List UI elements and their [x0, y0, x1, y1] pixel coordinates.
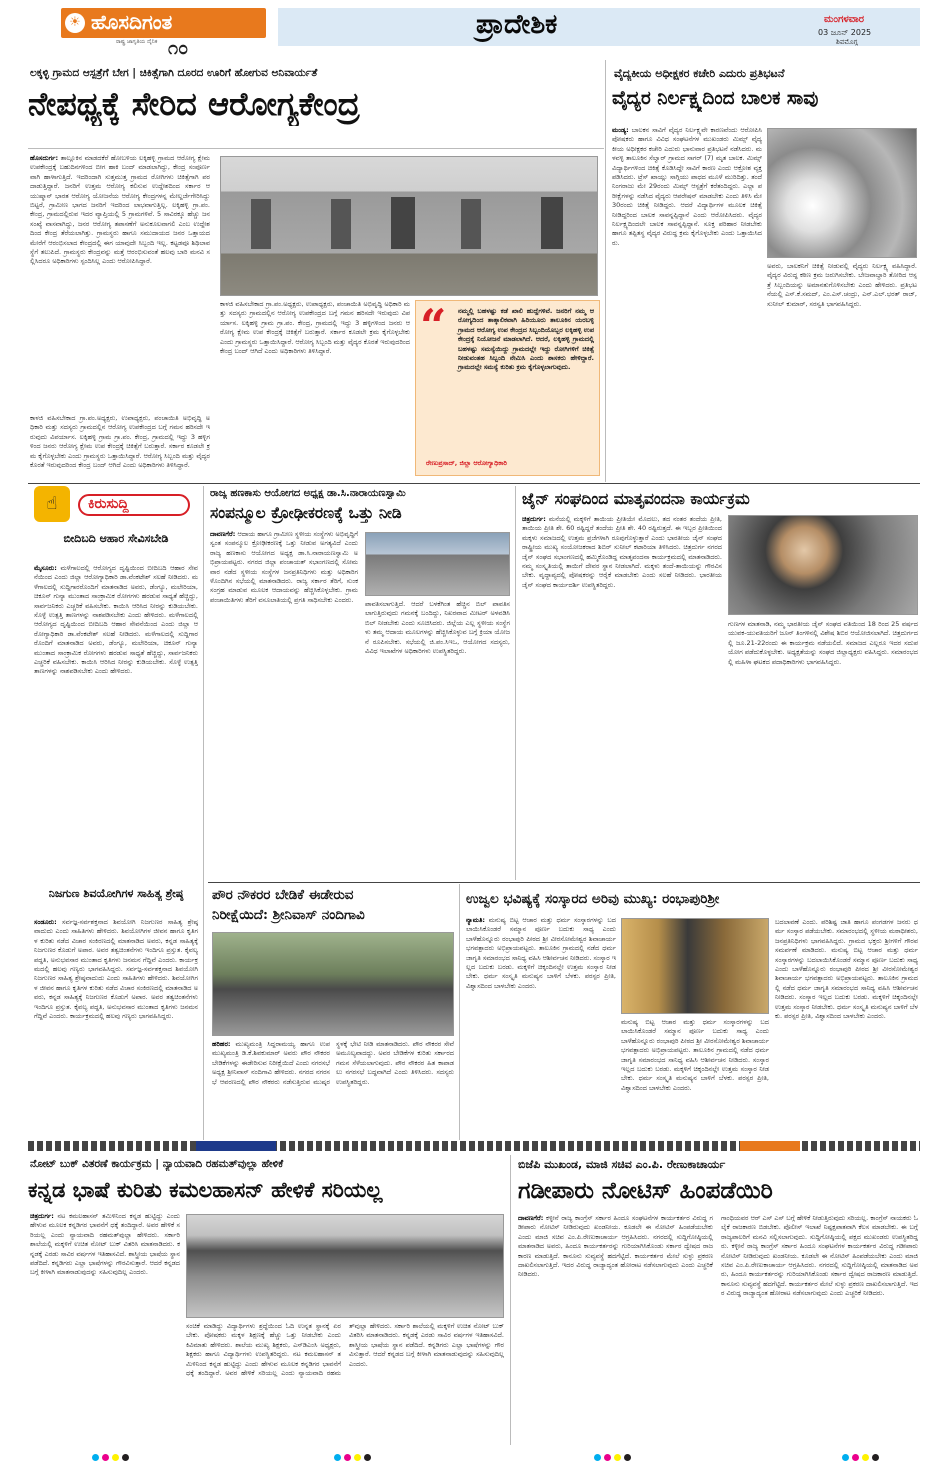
jain-speaker-photo — [728, 515, 918, 615]
logo — [61, 8, 266, 38]
rambhapuri-headline: ಉಜ್ವಲ ಭವಿಷ್ಯಕ್ಕೆ ಸಂಸ್ಕಾರದ ಅರಿವು ಮುಖ್ಯ: ರಂಭಾಪುರಿಶ್ರೀ — [466, 891, 720, 907]
kamal-headline: ಕನ್ನಡ ಭಾಷೆ ಕುರಿತು ಕಮಲಹಾಸನ್ ಹೇಳಿಕೆ ಸರಿಯಲ್ಲ — [28, 1177, 383, 1202]
quote-byline: ರೇಣುಪ್ರಸಾದ್, ಜಿಲ್ಲಾ ಆರೋಗ್ಯಾಧಿಕಾರಿ — [426, 459, 507, 467]
quote-icon: “ — [420, 299, 447, 353]
pourakarmika-headline-line2: ನಿರೀಕ್ಷೆಯಿದೆ: ಶ್ರೀನಿವಾಸ್ ನಂದಿಗಾವಿ — [212, 907, 365, 923]
rambhapuri-photo — [621, 918, 769, 1014]
masthead — [28, 6, 920, 58]
pourakarmika-body: ಹರಿಹರ: ಮುಖ್ಯಮಂತ್ರಿ ಸಿದ್ದರಾಮಯ್ಯ ಹಾಗೂ ಉಪ ಮುಖ್ಯಮಂತ್ರಿ ಡಿ.ಕೆ.ಶಿವಕುಮಾರ್ ಅವರು ಪೌರ ನೌಕರರ ಬೇಡಿಕೆಗಳನ್ನು ಈಡೇರಿಸುವ ನಿರೀಕ್ಷೆಯಿದೆ ಎಂದು ನಗರಸಭೆ ಅಧ್ಯಕ್ಷ ಶ್ರೀನಿವಾಸ್ ನಂದಿಗಾವಿ ಹೇಳಿದರು. ನಗರದ ನಗರಸಭೆ ಆವರಣದಲ್ಲಿ ಪೌರ ನೌಕರರು ನಡೆಸುತ್ತಿರುವ ಮುಷ್ಕರ ಸ್ಥಳಕ್ಕೆ ಭೇಟಿ ನೀಡಿ ಮಾತನಾಡಿದರು. ಪೌರ ನೌಕರರ ಸೇವೆ ಅಮೂಲ್ಯವಾದದ್ದು. ಅವರ ಬೇಡಿಕೆಗಳ ಕುರಿತು ಸರ್ಕಾರದ ಗಮನ ಸೆಳೆಯಲಾಗುವುದು. ಪೌರ ನೌಕರರ ಹಿತ ಕಾಪಾಡಲು ನಗರಸಭೆ ಬದ್ಧವಾಗಿದೆ ಎಂದು ತಿಳಿಸಿದರು. ಸದಸ್ಯರು ಉಪಸ್ಥಿತರಿದ್ದರು. — [212, 1040, 454, 1086]
lead-body: ಹೊಸದುರ್ಗ: ತಾಲ್ಲೂಕಿನ ಮಾಡದಕೆರೆ ಹೋಬಳಿಯ ಲಕ್ಕಿಹಳ್ಳಿ ಗ್ರಾಮದ ಆರೋಗ್ಯ ಕ್ಷೇಮ ಉಪಕೇಂದ್ರಕ್ಕೆ ಬಹುದಿನಗಳಿಂದ ಬೀಗ ಹಾಕಿ ಬಂದ್ ಮಾಡಲಾಗಿದ್ದು, ಕೇಂದ್ರ ಸಂಪೂರ್ಣವಾಗಿ ಹಾಳಾಗುತ್ತಿದೆ. ಇದರಿಂದಾಗಿ ಸುತ್ತಮುತ್ತ ಗ್ರಾಮದ ರೋಗಿಗಳು ಚಿಕಿತ್ಸೆಗಾಗಿ ಪರದಾಡುತ್ತಿದ್ದಾರೆ. ಜನರಿಗೆ ಉತ್ತಮ ಆರೋಗ್ಯ ಕಲಿಸುವ ಉದ್ದೇಶದಿಂದ ಸರ್ಕಾರ ಆಯುಷ್ಮಾನ್ ಭಾರತ ಆರೋಗ್ಯ ಯೋಜನೆಯ ಆರೋಗ್ಯ ಕೇಂದ್ರಗಳನ್ನ ಮೇಲ್ದರ್ಜೆಗೇರಿಸಿದ್ದು ಬಿಟ್ಟರೆ, ಗ್ರಾಮೀಣ ಭಾಗದ ಜನರಿಗೆ ಇದರಿಂದ ಲಾಭವಾಗುತ್ತಿಲ್ಲ. ಲಕ್ಕಿಹಳ್ಳಿ ಗ್ರಾ.ಪಂ. ಕೇಂದ್ರ, ಗ್ರಾಮದಲ್ಲಿರುವ ಇದರ ವ್ಯಾಪ್ತಿಯಲ್ಲಿ 5 ಗ್ರಾಮಗಳಿವೆ. 5 ಸಾವಿರಕ್ಕೂ ಹೆಚ್ಚು ಜನಸಂಖ್ಯೆ ವಾಸವಾಗಿದ್ದು, ಜನರ ಆರೋಗ್ಯ ತಪಾಸಣೆಗೆ ಅನುಕೂಲವಾಗಲಿ ಎಂಬ ಉದ್ದೇಶದಿಂದ ಕೇಂದ್ರ ತೆರೆಯಲಾಗಿತ್ತು. ಗ್ರಾಮಸ್ಥರು ಹಾಗೂ ಸಮುದಾಯದ ಜನರ ಒತ್ತಾಯದ ಮೇರೆಗೆ ಆರಂಭಿಸಲಾದ ಕೇಂದ್ರದಲ್ಲಿ ಈಗ ಯಾವುದೇ ಸಿಬ್ಬಂದಿ ಇಲ್ಲ. ಕಟ್ಟಡವೂ ಶಿಥಿಲಾವಸ್ಥೆಗೆ ತಲುಪಿದೆ. ಗ್ರಾಮಸ್ಥರು ಕೇಂದ್ರವನ್ನು ಮತ್ತೆ ಆರಂಭಿಸುವಂತೆ ಹಲವು ಬಾರಿ ಮನವಿ ಸಲ್ಲಿಸಿದರೂ ಅಧಿಕಾರಿಗಳು ಸ್ಪಂದಿಸಿಲ್ಲ ಎಂದು ಆರೋಪಿಸಿದ್ದಾರೆ. — [30, 154, 210, 266]
logo-tagline: ರಾಷ್ಟ್ರ ಜಾಗೃತಿಯ ದೈನಿಕ — [116, 39, 158, 45]
kiru-item2-body: ಸಂಡೂರು: ಸರ್ವಜ್ಞ-ಸರ್ವಶಕ್ತನಾದ ಶಿವಯೋಗಿ ನಿಜಗುಣರ ಸಾಹಿತ್ಯ ಶ್ರೇಷ್ಠವಾದುದು ಎಂದು ಸಾಹಿತಿಗಳು ಹೇಳಿದರು. ಶಿವಯೋಗಿಗಳ ಜೀವನ ಹಾಗೂ ಕೃತಿಗಳ ಕುರಿತು ನಡೆದ ವಿಚಾರ ಸಂಕಿರಣದಲ್ಲಿ ಮಾತನಾಡಿದ ಅವರು, ಕನ್ನಡ ಸಾಹಿತ್ಯಕ್ಕೆ ನಿಜಗುಣರ ಕೊಡುಗೆ ಅಪಾರ. ಅವರ ತತ್ವಚಿಂತನೆಗಳು ಇಂದಿಗೂ ಪ್ರಸ್ತುತ. ಕೈವಲ್ಯ ಪದ್ಧತಿ, ಅನುಭವಸಾರ ಮುಂತಾದ ಕೃತಿಗಳು ಜನಮನ ಗೆದ್ದಿವೆ ಎಂದರು. ಕಾರ್ಯಕ್ರಮದಲ್ಲಿ ಹಲವು ಗಣ್ಯರು ಭಾಗವಹಿಸಿದ್ದರು. ಸರ್ವಜ್ಞ-ಸರ್ವಶಕ್ತನಾದ ಶಿವಯೋಗಿ ನಿಜಗುಣರ ಸಾಹಿತ್ಯ ಶ್ರೇಷ್ಠವಾದುದು ಎಂದು ಸಾಹಿತಿಗಳು ಹೇಳಿದರು. ಶಿವಯೋಗಿಗಳ ಜೀವನ ಹಾಗೂ ಕೃತಿಗಳ ಕುರಿತು ನಡೆದ ವಿಚಾರ ಸಂಕಿರಣದಲ್ಲಿ ಮಾತನಾಡಿದ ಅವರು, ಕನ್ನಡ ಸಾಹಿತ್ಯಕ್ಕೆ ನಿಜಗುಣರ ಕೊಡುಗೆ ಅಪಾರ. ಅವರ ತತ್ವಚಿಂತನೆಗಳು ಇಂದಿಗೂ ಪ್ರಸ್ತುತ. ಕೈವಲ್ಯ ಪದ್ಧತಿ, ಅನುಭವಸಾರ ಮುಂತಾದ ಕೃತಿಗಳು ಜನಮನ ಗೆದ್ದಿವೆ ಎಂದರು. ಕಾರ್ಯಕ್ರಮದಲ್ಲಿ ಹಲವು ಗಣ್ಯರು ಭಾಗವಹಿಸಿದ್ದರು. — [34, 918, 198, 1021]
kirusuddi-brand — [34, 486, 198, 526]
bjp-headline: ಗಡೀಪಾರು ನೋಟಿಸ್ ಹಿಂಪಡೆಯಿರಿ — [518, 1177, 773, 1204]
right-body: ಮಂಡ್ಯ: ಬಾಲಕನ ಸಾವಿಗೆ ವೈದ್ಯರ ನಿರ್ಲಕ್ಷ್ಯವೇ ಕಾರಣವೆಂದು ಆರೋಪಿಸಿ ಪೋಷಕರು ಹಾಗೂ ವಿವಿಧ ಸಂಘಟನೆಗಳ ಮುಖಂಡರು ಮಿಮ್ಸ್ ವೈದ್ಯಕೀಯ ಅಧೀಕ್ಷಕರ ಕಚೇರಿ ಎದುರು ಭಾನುವಾರ ಪ್ರತಿಭಟನೆ ನಡೆಸಿದರು. ಮಳವಳ್ಳಿ ತಾಲೂಕಿನ ಸೆಲ್ವಾರ್ ಗ್ರಾಮದ ಸಾಗರ್ (7) ಮೃತ ಬಾಲಕ. ಮಿಮ್ಸ್ ವಿದ್ಯಾರ್ಥಿಗಳಿಂದ ಚಿಕಿತ್ಸೆ ಕೊಡಿಸಿದ್ದೇ ಸಾವಿಗೆ ಕಾರಣ ಎಂದು ಆಕ್ರೋಶ ವ್ಯಕ್ತಪಡಿಸಿದರು. ಟ್ರೆಸ್ ಖಾಯ್ಲು ಸಾಗ್ಗಿಯು ಪಾಧದ ಮೂಳೆ ಮುರಿದಿತ್ತು. ತಂದೆ ನಿಂಗರಾಜು ಮೇ 29ರಂದು ಮಿಮ್ಸ್ ಆಸ್ಪತ್ರೆಗೆ ಕರೆತಂದಿದ್ದರು. ಎಲ್ಲಾ ಪರೀಕ್ಷೆಗಳನ್ನು ನಡೆಸಿದ ವೈದ್ಯರು ಆಪರೇಷನ್ ಮಾಡಬೇಕು ಎಂದು ತಿಳಿಸಿ ಮೇ 30ರಂದು ಚಿಕಿತ್ಸೆ ನೀಡಿದ್ದರು. ಆದರೆ ವಿದ್ಯಾರ್ಥಿಗಳ ಮೂಲಕ ಚಿಕಿತ್ಸೆ ನೀಡಿದ್ದರಿಂದ ಬಾಲಕ ಸಾವನ್ನಪ್ಪಿದ್ದಾನೆ ಎಂದು ಆರೋಪಿಸಿದರು. ವೈದ್ಯರ ನಿರ್ಲಕ್ಷ್ಯದಿಂದಲೇ ಬಾಲಕ ಸಾವನ್ನಪ್ಪಿದ್ದಾನೆ. ಸೂಕ್ತ ಪರಿಹಾರ ನೀಡಬೇಕು ಹಾಗೂ ತಪ್ಪಿತಸ್ಥ ವೈದ್ಯರ ವಿರುದ್ಧ ಕ್ರಮ ಕೈಗೊಳ್ಳಬೇಕು ಎಂದು ಒತ್ತಾಯಿಸಿದರು. — [612, 126, 762, 247]
meeting-photo — [365, 532, 510, 596]
notebook-distribution-photo — [186, 1214, 504, 1318]
finance-kicker: ರಾಜ್ಯ ಹಣಕಾಸು ಆಯೋಗದ ಅಧ್ಯಕ್ಷ ಡಾ.ಸಿ.ನಾರಾಯಣಸ್ವಾಮಿ — [210, 488, 406, 499]
section-title: ಪ್ರಾದೇಶಿಕ — [476, 9, 558, 40]
issue-city: ಶಿವಮೊಗ್ಗ — [836, 38, 858, 46]
page-number: ೧೦ — [168, 38, 189, 59]
lead-kicker: ಲಕ್ಕಳ್ಳಿ ಗ್ರಾಮದ ಆಸ್ಪತ್ರೆಗೆ ಬೇಗ | ಚಿಕಿತ್ಸೆಗಾಗಿ ದೂರದ ಊರಿಗೆ ಹೋಗುವ ಅನಿವಾರ್ಯತೆ — [30, 67, 318, 79]
jain-headline: ಜೈನ್ ಸಂಘದಿಂದ ಮಾತೃವಂದನಾ ಕಾರ್ಯಕ್ರಮ — [522, 489, 750, 508]
right-body-continued: ಅವರು, ಬಾಲಕನಿಗೆ ಚಿಕಿತ್ಸೆ ನೀಡುವಲ್ಲಿ ವೈದ್ಯರು ನಿರ್ಲಕ್ಷ್ಯ ವಹಿಸಿದ್ದಾರೆ. ವೈದ್ಯರ ವಿರುದ್ಧ ಕಠಿಣ ಕ್ರಮ ಜರುಗಿಸಬೇಕು. ಬೇಜವಾಬ್ದಾರಿ ತೋರಿದ ಆಸ್ಪತ್ರೆ ಸಿಬ್ಬಂದಿಯನ್ನು ಅಮಾನತುಗೊಳಿಸಬೇಕು ಎಂದು ಹೇಳಿದರು. ಪ್ರತಿಭಟನೆಯಲ್ಲಿ ಎಸ್.ಕೆ.ಸಮದ್, ಎಂ.ಎಸ್.ಚಂದ್ರು, ಎನ್.ಎಲ್.ಭರತ್ ರಾಜ್, ಸುನೀಲ್ ಕುಮಾರ್, ಸರಸ್ವತಿ ಭಾಗವಹಿಸಿದ್ದರು. — [767, 262, 917, 308]
lead-body-left-lower: ಕಾಳಜಿ ವಹಿಸಬೇಕಾದ ಗ್ರಾ.ಪಂ.ಅಧ್ಯಕ್ಷರು, ಉಪಾಧ್ಯಕ್ಷರು, ಪಂಚಾಯಿತಿ ಅಭಿವೃದ್ಧಿ ಅಧಿಕಾರಿ ಮತ್ತು ಸದಸ್ಯರು ಗ್ರಾಮದಲ್ಲಿನ ಆರೋಗ್ಯ ಉಪಕೇಂದ್ರದ ಬಗ್ಗೆ ಗಮನ ಹರಿಸದೇ ಇರುವುದು ವಿಪರ್ಯಾಸ. ಲಕ್ಕಿಹಳ್ಳಿ ಗ್ರಾಮ ಗ್ರಾ.ಪಂ. ಕೇಂದ್ರ, ಗ್ರಾಮದಲ್ಲಿ ಇದ್ದು 3 ಹಳ್ಳಿಗಳಿಂದ ಜನರು ಆರೋಗ್ಯ ಕ್ಷೇಮ ಉಪ ಕೇಂದ್ರಕ್ಕೆ ಚಿಕಿತ್ಸೆಗೆ ಬರುತ್ತಾರೆ. ಸರ್ಕಾರ ಕೂಡಲೇ ಕ್ರಮ ಕೈಗೊಳ್ಳಬೇಕು ಎಂದು ಗ್ರಾಮಸ್ಥರು ಒತ್ತಾಯಿಸಿದ್ದಾರೆ. ಆರೋಗ್ಯ ಸಿಬ್ಬಂದಿ ಮತ್ತು ವೈದ್ಯರ ಕೊರತೆ ಇರುವುದರಿಂದ ಕೇಂದ್ರ ಬಂದ್ ಆಗಿದೆ ಎಂದು ಅಧಿಕಾರಿಗಳು ತಿಳಿಸಿದ್ದಾರೆ. — [30, 414, 210, 470]
jain-body: ಚಿತ್ರದುರ್ಗ: ಮನೆಯಲ್ಲಿ ಮಕ್ಕಳಿಗೆ ತಾಯಿಯ ಪ್ರೀತಿಯೇ ಮೊದಲು, ತದ ನಂತರ ತಂದೆಯ ಪ್ರೀತಿ, ತಾಯಿಯ ಪ್ರೀತಿ ಶೇ. 60 ರಷ್ಟಿದ್ದರೆ ತಂದೆಯ ಪ್ರೀತಿ ಶೇ. 40 ರಷ್ಟಿರುತ್ತದೆ. ಈ ಇಬ್ಬರ ಪ್ರೀತಿಯಿಂದ ಮಕ್ಕಳು ಸಮಾಜದಲ್ಲಿ ಉತ್ತಮ ಪ್ರಜೆಗಳಾಗಿ ರೂಪುಗೊಳ್ಳುತ್ತಾರೆ ಎಂದು ಭಾರತೀಯ ಜೈನ್ ಸಂಘದ ರಾಷ್ಟ್ರೀಯ ಮುಖ್ಯ ಸಂಯೋಜಕರಾದ ಶಿಬಿರ್ ಸುನೀಲ್ ಕಟಾರಿಯಾ ತಿಳಿಸಿದರು. ಚಿತ್ರದುರ್ಗ ನಗರದ ಜೈನ್ ಸಂಘದ ಸಭಾಂಗಣದಲ್ಲಿ ಹಮ್ಮಿಕೊಂಡಿದ್ದ ಮಾತೃವಂದನಾ ಕಾರ್ಯಕ್ರಮದಲ್ಲಿ ಮಾತನಾಡಿದರು. ನಮ್ಮ ಸಂಸ್ಕೃತಿಯಲ್ಲಿ ತಾಯಿಗೆ ದೇವರ ಸ್ಥಾನ ನೀಡಲಾಗಿದೆ. ಮಕ್ಕಳು ತಂದೆ-ತಾಯಿಯನ್ನು ಗೌರವಿಸಬೇಕು. ವೃದ್ಧಾಪ್ಯದಲ್ಲಿ ಪೋಷಕರನ್ನು ಆರೈಕೆ ಮಾಡಬೇಕು ಎಂದು ಸಲಹೆ ನೀಡಿದರು. ಭಾರತೀಯ ಜೈನ್ ಸಂಘದ ಕಾರ್ಯದರ್ಶಿ ಉಪಸ್ಥಿತರಿದ್ದರು. — [522, 515, 722, 589]
bjp-kicker: ಬಿಜೆಪಿ ಮುಖಂಡ, ಮಾಜಿ ಸಚಿವ ಎಂ.ಪಿ. ರೇಣುಕಾಚಾರ್ಯ — [518, 1158, 726, 1171]
rambhapuri-body-right: ಬದಲಾವಣೆ ಎಂದು. ಪರಿಶಿಷ್ಟ ಜಾತಿ ಹಾಗೂ ಪಂಗಡಗಳ ಜನರು ಧರ್ಮ ಸಂಸ್ಕಾರ ಪಡೆಯಬೇಕು. ಸಮಾರಂಭದಲ್ಲಿ ಸ್ಥಳೀಯ ಮಠಾಧೀಶರು, ಜನಪ್ರತಿನಿಧಿಗಳು ಭಾಗವಹಿಸಿದ್ದರು. ಗ್ರಾಮದ ಭಕ್ತರು ಶ್ರೀಗಳಿಗೆ ಗೌರವ ಸಮರ್ಪಣೆ ಮಾಡಿದರು. ಮನುಷ್ಯ ಬಿಟ್ಟ ಆಚಾರ ಮತ್ತು ಧರ್ಮ ಸಂಸ್ಕಾರಗಳನ್ನು ಬದಲಾಯಿಸಿಕೊಂಡರೆ ಸಮ್ಮಾನ ಪೂರ್ಣ ಬದುಕು ಸಾಧ್ಯ ಎಂದು ಬಾಳೆಹೊನ್ನೂರು ರಂಭಾಪುರಿ ಪೀಠದ ಶ್ರೀ ವೀರಸೋಮೇಶ್ವರ ಶಿವಾಚಾರ್ಯ ಭಗವತ್ಪಾದರು ಅಭಿಪ್ರಾಯಪಟ್ಟರು. ತಾಲೂಕಿನ ಗ್ರಾಮದಲ್ಲಿ ನಡೆದ ಧರ್ಮ ಜಾಗೃತಿ ಸಮಾರಂಭದ ಸಾನಿಧ್ಯ ವಹಿಸಿ ಆಶೀರ್ವಚನ ನೀಡಿದರು. ಸಂಸ್ಕಾರ ಇಲ್ಲದ ಬದುಕು ಬರಡು. ಮಕ್ಕಳಿಗೆ ಚಿಕ್ಕಂದಿನಲ್ಲೇ ಉತ್ತಮ ಸಂಸ್ಕಾರ ನೀಡಬೇಕು. ಧರ್ಮ ಸಂಸ್ಕೃತಿ ಮನುಷ್ಯನ ಬಾಳಿಗೆ ಬೆಳಕು. ಪರಸ್ಪರ ಪ್ರೀತಿ, ವಿಶ್ವಾಸದಿಂದ ಬಾಳಬೇಕು ಎಂದರು. — [775, 918, 918, 1021]
kirusuddi-label: ಕಿರುಸುದ್ದಿ — [88, 496, 129, 512]
logo-icon: ☀ — [65, 13, 85, 33]
quote-box — [415, 300, 600, 476]
kiru-item1-body: ಮೈಸೂರು: ಮಳೆಗಾಲದಲ್ಲಿ ಆರೋಗ್ಯದ ದೃಷ್ಟಿಯಿಂದ ಬೀದಿಬದಿ ಆಹಾರ ಸೇವನೆಯಿಂದ ಎಂದು ಜಿಲ್ಲಾ ಆರೋಗ್ಯಾಧಿಕಾರಿ ಡಾ.ವೆಂಕಟೇಶ್ ಸಲಹೆ ನೀಡಿದರು. ಮಳೆಗಾಲದಲ್ಲಿ ಸುದ್ದಿಗಾರರೊಂದಿಗೆ ಮಾತನಾಡಿದ ಅವರು, ಡೆಂಗ್ಯೂ, ಮಲೇರಿಯಾ, ಚಿಕೂನ್ ಗುನ್ಯಾ ಮುಂತಾದ ಸಾಂಕ್ರಾಮಿಕ ರೋಗಗಳು ಹರಡುವ ಸಾಧ್ಯತೆ ಹೆಚ್ಚಿದ್ದು, ಸಾರ್ವಜನಿಕರು ಎಚ್ಚರಿಕೆ ವಹಿಸಬೇಕು. ಕಾಯಿಸಿ ಆರಿಸಿದ ನೀರನ್ನು ಕುಡಿಯಬೇಕು. ಸೊಳ್ಳೆ ಉತ್ಪತ್ತಿ ತಾಣಗಳನ್ನು ನಾಶಪಡಿಸಬೇಕು ಎಂದು ಹೇಳಿದರು. ಮಳೆಗಾಲದಲ್ಲಿ ಆರೋಗ್ಯದ ದೃಷ್ಟಿಯಿಂದ ಬೀದಿಬದಿ ಆಹಾರ ಸೇವನೆಯಿಂದ ಎಂದು ಜಿಲ್ಲಾ ಆರೋಗ್ಯಾಧಿಕಾರಿ ಡಾ.ವೆಂಕಟೇಶ್ ಸಲಹೆ ನೀಡಿದರು. ಮಳೆಗಾಲದಲ್ಲಿ ಸುದ್ದಿಗಾರರೊಂದಿಗೆ ಮಾತನಾಡಿದ ಅವರು, ಡೆಂಗ್ಯೂ, ಮಲೇರಿಯಾ, ಚಿಕೂನ್ ಗುನ್ಯಾ ಮುಂತಾದ ಸಾಂಕ್ರಾಮಿಕ ರೋಗಗಳು ಹರಡುವ ಸಾಧ್ಯತೆ ಹೆಚ್ಚಿದ್ದು, ಸಾರ್ವಜನಿಕರು ಎಚ್ಚರಿಕೆ ವಹಿಸಬೇಕು. ಕಾಯಿಸಿ ಆರಿಸಿದ ನೀರನ್ನು ಕುಡಿಯಬೇಕು. ಸೊಳ್ಳೆ ಉತ್ಪತ್ತಿ ತಾಣಗಳನ್ನು ನಾಶಪಡಿಸಬೇಕು ಎಂದು ಹೇಳಿದರು. — [34, 564, 198, 676]
lead-headline: ನೇಪಥ್ಯಕ್ಕೆ ಸೇರಿದ ಆರೋಗ್ಯಕೇಂದ್ರ — [28, 85, 360, 123]
right-headline: ವೈದ್ಯರ ನಿರ್ಲಕ್ಷ್ಯದಿಂದ ಬಾಲಕ ಸಾವು — [612, 88, 819, 109]
rambhapuri-body: ನ್ಯಾಮತಿ: ಮನುಷ್ಯ ಬಿಟ್ಟ ಆಚಾರ ಮತ್ತು ಧರ್ಮ ಸಂಸ್ಕಾರಗಳನ್ನು ಬದಲಾಯಿಸಿಕೊಂಡರೆ ಸಮ್ಮಾನ ಪೂರ್ಣ ಬದುಕು ಸಾಧ್ಯ ಎಂದು ಬಾಳೆಹೊನ್ನೂರು ರಂಭಾಪುರಿ ಪೀಠದ ಶ್ರೀ ವೀರಸೋಮೇಶ್ವರ ಶಿವಾಚಾರ್ಯ ಭಗವತ್ಪಾದರು ಅಭಿಪ್ರಾಯಪಟ್ಟರು. ತಾಲೂಕಿನ ಗ್ರಾಮದಲ್ಲಿ ನಡೆದ ಧರ್ಮ ಜಾಗೃತಿ ಸಮಾರಂಭದ ಸಾನಿಧ್ಯ ವಹಿಸಿ ಆಶೀರ್ವಚನ ನೀಡಿದರು. ಸಂಸ್ಕಾರ ಇಲ್ಲದ ಬದುಕು ಬರಡು. ಮಕ್ಕಳಿಗೆ ಚಿಕ್ಕಂದಿನಲ್ಲೇ ಉತ್ತಮ ಸಂಸ್ಕಾರ ನೀಡಬೇಕು. ಧರ್ಮ ಸಂಸ್ಕೃತಿ ಮನುಷ್ಯನ ಬಾಳಿಗೆ ಬೆಳಕು. ಪರಸ್ಪರ ಪ್ರೀತಿ, ವಿಶ್ವಾಸದಿಂದ ಬಾಳಬೇಕು ಎಂದರು. — [466, 916, 616, 990]
pourakarmika-photo — [212, 932, 454, 1036]
protest-photo — [767, 128, 917, 258]
kamal-kicker: ನೋಟ್ ಬುಕ್ ವಿತರಣೆ ಕಾರ್ಯಕ್ರಮ | ನ್ಯಾಯವಾದಿ ರಹಮತ್‌ವುಲ್ಲಾ ಹೇಳಿಕೆ — [30, 1158, 284, 1170]
kiru-item1-title: ಬೀದಿಬದಿ ಆಹಾರ ಸೇವಿಸಬೇಡಿ — [63, 532, 169, 545]
finance-body: ದಾವಣಗೆರೆ: ಆದಾಯ ಹಾಗೂ ಗ್ರಾಮೀಣ ಸ್ಥಳೀಯ ಸಂಸ್ಥೆಗಳು ಅಭಿವೃದ್ಧಿಗೆ ಸ್ವಂತ ಸಂಪನ್ಮೂಲ ಕ್ರೋಢೀಕರಣಕ್ಕೆ ಒತ್ತು ನೀಡುವ ಅಗತ್ಯವಿದೆ ಎಂದು ರಾಜ್ಯ ಹಣಕಾಸು ಆಯೋಗದ ಅಧ್ಯಕ್ಷ ಡಾ.ಸಿ.ನಾರಾಯಣಸ್ವಾಮಿ ಅಭಿಪ್ರಾಯಪಟ್ಟರು. ನಗರದ ಜಿಲ್ಲಾ ಪಂಚಾಯತ್ ಸಭಾಂಗಣದಲ್ಲಿ ಸೋಮವಾರ ನಡೆದ ಸ್ಥಳೀಯ ಸಂಸ್ಥೆಗಳ ಜನಪ್ರತಿನಿಧಿಗಳು ಮತ್ತು ಅಧಿಕಾರಿಗಳೊಂದಿಗಿನ ಸಭೆಯಲ್ಲಿ ಮಾತನಾಡಿದರು. ರಾಜ್ಯ ಸರ್ಕಾರ ತೆರಿಗೆ, ಸುಂಕ ಸಂಗ್ರಹ ಮಾಡುವ ಮೂಲಕ ಆದಾಯವನ್ನು ಹೆಚ್ಚಿಸಿಕೊಳ್ಳಬೇಕು. ಗ್ರಾಮ ಪಂಚಾಯಿತಿಗಳು ತೆರಿಗೆ ವಸೂಲಾತಿಯಲ್ಲಿ ಪ್ರಗತಿ ಸಾಧಿಸಬೇಕು ಎಂದರು. — [210, 530, 358, 604]
registration-dots-1 — [92, 1454, 129, 1461]
registration-dots-4 — [842, 1454, 879, 1461]
right-kicker: ವೈದ್ಯಕೀಯ ಅಧೀಕ್ಷಕರ ಕಚೇರಿ ಎದುರು ಪ್ರತಿಭಟನೆ — [614, 67, 785, 80]
bjp-body-continued: ಗಾಂಧಿಯವರ ಆರ್ ಎಸ್ ಎಸ್ ಬಗ್ಗೆ ಹೇಳಿಕೆ ನೀಡುತ್ತಿರುವುದು ಸರಿಯಲ್ಲ. ಕಾಂಗ್ರೆಸ್ ನಾಯಕರು ಓಲೈಕೆ ರಾಜಕಾರಣ ಬಿಡಬೇಕು. ಪೊಲೀಸ್ ಇಲಾಖೆ ನಿಷ್ಪಕ್ಷಪಾತವಾಗಿ ಕೆಲಸ ಮಾಡಬೇಕು. ಈ ಬಗ್ಗೆ ರಾಜ್ಯಪಾಲರಿಗೆ ಮನವಿ ಸಲ್ಲಿಸಲಾಗುವುದು. ಸುದ್ದಿಗೋಷ್ಠಿಯಲ್ಲಿ ಪಕ್ಷದ ಮುಖಂಡರು ಉಪಸ್ಥಿತರಿದ್ದರು. ಕಳ್ಳೀನೆ ರಾಜ್ಯ ಕಾಂಗ್ರೆಸ್ ಸರ್ಕಾರ ಹಿಂದೂ ಸಂಘಟನೆಗಳ ಕಾರ್ಯಕರ್ತರ ವಿರುದ್ಧ ಗಡೀಪಾರು ನೋಟಿಸ್ ನೀಡಿರುವುದು ಖಂಡನೀಯ. ಕೂಡಲೇ ಈ ನೋಟಿಸ್ ಹಿಂಪಡೆಯಬೇಕು ಎಂದು ಮಾಜಿ ಸಚಿವ ಎಂ.ಪಿ.ರೇಣುಕಾಚಾರ್ಯ ಆಗ್ರಹಿಸಿದರು. ನಗರದಲ್ಲಿ ಸುದ್ದಿಗೋಷ್ಠಿಯಲ್ಲಿ ಮಾತನಾಡಿದ ಅವರು, ಹಿಂದೂ ಕಾರ್ಯಕರ್ತರನ್ನು ಗುರಿಯಾಗಿಸಿಕೊಂಡು ಸರ್ಕಾರ ದ್ವೇಷದ ರಾಜಕಾರಣ ಮಾಡುತ್ತಿದೆ. ಕಾನೂನು ಸುವ್ಯವಸ್ಥೆ ಹದಗೆಟ್ಟಿದೆ. ಕಾರ್ಯಕರ್ತರ ಮೇಲೆ ಸುಳ್ಳು ಪ್ರಕರಣ ದಾಖಲಿಸಲಾಗುತ್ತಿದೆ. ಇದರ ವಿರುದ್ಧ ರಾಜ್ಯಾದ್ಯಂತ ಹೋರಾಟ ನಡೆಸಲಾಗುವುದು ಎಂದು ಎಚ್ಚರಿಕೆ ನೀಡಿದರು. — [721, 1214, 918, 1298]
quote-text: ನಮ್ಮಲ್ಲಿ ಬಹಳಷ್ಟು ಕಡೆ ಖಾಲಿ ಹುದ್ದೆಗಳಿವೆ. ಜನರಿಗೆ ನಮ್ಮ ಆರೋಗ್ಯದಿಂದ ತಾತ್ಕಾಲಿಕವಾಗಿ ಹಿರಿಯೂರು ತಾಲೂಕಿನ ಯರಬಳ್ಳಿ ಗ್ರಾಮದ ಆರೋಗ್ಯ ಉಪ ಕೇಂದ್ರದ ಸಿಬ್ಬಂದಿಯೊಬ್ಬರ ಲಕ್ಕಿಹಳ್ಳಿ ಉಪ ಕೇಂದ್ರಕ್ಕೆ ನಿಯೋಜನೆ ಮಾಡಲಾಗಿದೆ. ಆದರೆ, ಲಕ್ಕಿಹಳ್ಳಿ ಗ್ರಾಮದಲ್ಲಿ ಬಹಳಷ್ಟು ಸಮಸ್ಯೆಯಿದ್ದು ಗ್ರಾಮದಲ್ಲೇ ಇದ್ದು ರೋಗಿಗಳಿಗೆ ಚಿಕಿತ್ಸೆ ನೀಡುವಂತಹ ಸಿಬ್ಬಂದಿ ನೇಮಿಸಿ ಎಂದು ಶಾಸಕರು ಹೇಳಿದ್ದಾರೆ. ಗ್ರಾಮದಲ್ಲೇ ಸಮಸ್ಯೆ ಕುರಿತು ಕ್ರಮ ಕೈಗೊಳ್ಳಲಾಗುವುದು. — [458, 307, 594, 372]
logo-text: ಹೊಸದಿಗಂತ — [91, 10, 173, 34]
issue-day: ಮಂಗಳವಾರ — [824, 14, 865, 25]
jain-body-continued: ಗುಣಗಳ ಮಾತನಾಡಿ, ನಮ್ಮ ಭಾರತೀಯ ಜೈನ್ ಸಂಘದ ವತಿಯಿಂದ 18 ರಿಂದ 25 ವರ್ಷದ ಯುವಕ-ಯುವತಿಯರಿಗೆ ಜೂನ್ ತಿಂಗಳಿನಲ್ಲಿ ವಿಶೇಷ ಶಿಬಿರ ಆಯೋಜಿಸಲಾಗಿದೆ. ಚಿತ್ರದುರ್ಗದಲ್ಲಿ ಜೂ.21-22ರಂದು ಈ ಕಾರ್ಯಕ್ರಮ ನಡೆಯಲಿದೆ. ಸಮಾಜದ ಎಲ್ಲರೂ ಇದರ ಸದುಪಯೋಗ ಪಡೆದುಕೊಳ್ಳಬೇಕು. ಅಧ್ಯಕ್ಷತೆಯನ್ನು ಸಂಘದ ಜಿಲ್ಲಾಧ್ಯಕ್ಷರು ವಹಿಸಿದ್ದರು. ಸಮಾರಂಭದಲ್ಲಿ ಮಹಿಳಾ ಘಟಕದ ಪದಾಧಿಕಾರಿಗಳು ಭಾಗವಹಿಸಿದ್ದರು. — [728, 620, 918, 666]
bjp-body: ದಾವಣಗೆರೆ: ಕಳ್ಳೀನೆ ರಾಜ್ಯ ಕಾಂಗ್ರೆಸ್ ಸರ್ಕಾರ ಹಿಂದೂ ಸಂಘಟನೆಗಳ ಕಾರ್ಯಕರ್ತರ ವಿರುದ್ಧ ಗಡೀಪಾರು ನೋಟಿಸ್ ನೀಡಿರುವುದು ಖಂಡನೀಯ. ಕೂಡಲೇ ಈ ನೋಟಿಸ್ ಹಿಂಪಡೆಯಬೇಕು ಎಂದು ಮಾಜಿ ಸಚಿವ ಎಂ.ಪಿ.ರೇಣುಕಾಚಾರ್ಯ ಆಗ್ರಹಿಸಿದರು. ನಗರದಲ್ಲಿ ಸುದ್ದಿಗೋಷ್ಠಿಯಲ್ಲಿ ಮಾತನಾಡಿದ ಅವರು, ಹಿಂದೂ ಕಾರ್ಯಕರ್ತರನ್ನು ಗುರಿಯಾಗಿಸಿಕೊಂಡು ಸರ್ಕಾರ ದ್ವೇಷದ ರಾಜಕಾರಣ ಮಾಡುತ್ತಿದೆ. ಕಾನೂನು ಸುವ್ಯವಸ್ಥೆ ಹದಗೆಟ್ಟಿದೆ. ಕಾರ್ಯಕರ್ತರ ಮೇಲೆ ಸುಳ್ಳು ಪ್ರಕರಣ ದಾಖಲಿಸಲಾಗುತ್ತಿದೆ. ಇದರ ವಿರುದ್ಧ ರಾಜ್ಯಾದ್ಯಂತ ಹೋರಾಟ ನಡೆಸಲಾಗುವುದು ಎಂದು ಎಚ್ಚರಿಕೆ ನೀಡಿದರು. — [518, 1214, 713, 1279]
lead-body-continued: ಕಾಳಜಿ ವಹಿಸಬೇಕಾದ ಗ್ರಾ.ಪಂ.ಅಧ್ಯಕ್ಷರು, ಉಪಾಧ್ಯಕ್ಷರು, ಪಂಚಾಯಿತಿ ಅಭಿವೃದ್ಧಿ ಅಧಿಕಾರಿ ಮತ್ತು ಸದಸ್ಯರು ಗ್ರಾಮದಲ್ಲಿನ ಆರೋಗ್ಯ ಉಪಕೇಂದ್ರದ ಬಗ್ಗೆ ಗಮನ ಹರಿಸದೇ ಇರುವುದು ವಿಪರ್ಯಾಸ. ಲಕ್ಕಿಹಳ್ಳಿ ಗ್ರಾಮ ಗ್ರಾ.ಪಂ. ಕೇಂದ್ರ, ಗ್ರಾಮದಲ್ಲಿ ಇದ್ದು 3 ಹಳ್ಳಿಗಳಿಂದ ಜನರು ಆರೋಗ್ಯ ಕ್ಷೇಮ ಉಪ ಕೇಂದ್ರಕ್ಕೆ ಚಿಕಿತ್ಸೆಗೆ ಬರುತ್ತಾರೆ. ಸರ್ಕಾರ ಕೂಡಲೇ ಕ್ರಮ ಕೈಗೊಳ್ಳಬೇಕು ಎಂದು ಗ್ರಾಮಸ್ಥರು ಒತ್ತಾಯಿಸಿದ್ದಾರೆ. ಆರೋಗ್ಯ ಸಿಬ್ಬಂದಿ ಮತ್ತು ವೈದ್ಯರ ಕೊರತೆ ಇರುವುದರಿಂದ ಕೇಂದ್ರ ಬಂದ್ ಆಗಿದೆ ಎಂದು ಅಧಿಕಾರಿಗಳು ತಿಳಿಸಿದ್ದಾರೆ. — [220, 300, 410, 356]
finance-headline: ಸಂಪನ್ಮೂಲ ಕ್ರೋಢೀಕರಣಕ್ಕೆ ಒತ್ತು ನೀಡಿ — [210, 503, 402, 522]
kamal-body: ಚಿತ್ರದುರ್ಗ: ನಟ ಕಮಲಹಾಸನ್ ತಮಿಳಿನಿಂದ ಕನ್ನಡ ಹುಟ್ಟಿದ್ದು ಎಂದು ಹೇಳುವ ಮೂಲಕ ಕನ್ನಡಿಗರ ಭಾವನೆಗೆ ಧಕ್ಕೆ ತಂದಿದ್ದಾರೆ. ಅವರ ಹೇಳಿಕೆ ಸರಿಯಲ್ಲ ಎಂದು ನ್ಯಾಯವಾದಿ ರಹಮತ್‌ವುಲ್ಲಾ ಹೇಳಿದರು. ಸರ್ಕಾರಿ ಶಾಲೆಯಲ್ಲಿ ಮಕ್ಕಳಿಗೆ ಉಚಿತ ನೋಟ್ ಬುಕ್ ವಿತರಿಸಿ ಮಾತನಾಡಿದರು. ಕನ್ನಡಕ್ಕೆ ಎರಡು ಸಾವಿರ ವರ್ಷಗಳ ಇತಿಹಾಸವಿದೆ. ಶಾಸ್ತ್ರೀಯ ಭಾಷೆಯ ಸ್ಥಾನ ಪಡೆದಿದೆ. ಕನ್ನಡಿಗರು ಎಲ್ಲಾ ಭಾಷೆಗಳನ್ನು ಗೌರವಿಸುತ್ತಾರೆ. ಆದರೆ ಕನ್ನಡದ ಬಗ್ಗೆ ಕೀಳಾಗಿ ಮಾತನಾಡುವುದನ್ನು ಸಹಿಸುವುದಿಲ್ಲ ಎಂದರು. — [30, 1212, 180, 1277]
registration-dots-2 — [334, 1454, 371, 1461]
kamal-body-continued: ಸಂಚಿಕೆ ಮಾಡಿದ್ದು ವಿದ್ಯಾರ್ಥಿಗಳು ಶ್ರದ್ಧೆಯಿಂದ ಓದಿ ಉನ್ನತ ಸ್ಥಾನಕ್ಕೆ ಏರಬೇಕು. ಪೋಷಕರು ಮಕ್ಕಳ ಶಿಕ್ಷಣಕ್ಕೆ ಹೆಚ್ಚು ಒತ್ತು ನೀಡಬೇಕು ಎಂದು ಕಿವಿಮಾತು ಹೇಳಿದರು. ಶಾಲೆಯ ಮುಖ್ಯ ಶಿಕ್ಷಕರು, ಎಸ್‌ಡಿಎಂಸಿ ಅಧ್ಯಕ್ಷರು, ಶಿಕ್ಷಕರು ಹಾಗೂ ವಿದ್ಯಾರ್ಥಿಗಳು ಉಪಸ್ಥಿತರಿದ್ದರು. ನಟ ಕಮಲಹಾಸನ್ ತಮಿಳಿನಿಂದ ಕನ್ನಡ ಹುಟ್ಟಿದ್ದು ಎಂದು ಹೇಳುವ ಮೂಲಕ ಕನ್ನಡಿಗರ ಭಾವನೆಗೆ ಧಕ್ಕೆ ತಂದಿದ್ದಾರೆ. ಅವರ ಹೇಳಿಕೆ ಸರಿಯಲ್ಲ ಎಂದು ನ್ಯಾಯವಾದಿ ರಹಮತ್‌ವುಲ್ಲಾ ಹೇಳಿದರು. ಸರ್ಕಾರಿ ಶಾಲೆಯಲ್ಲಿ ಮಕ್ಕಳಿಗೆ ಉಚಿತ ನೋಟ್ ಬುಕ್ ವಿತರಿಸಿ ಮಾತನಾಡಿದರು. ಕನ್ನಡಕ್ಕೆ ಎರಡು ಸಾವಿರ ವರ್ಷಗಳ ಇತಿಹಾಸವಿದೆ. ಶಾಸ್ತ್ರೀಯ ಭಾಷೆಯ ಸ್ಥಾನ ಪಡೆದಿದೆ. ಕನ್ನಡಿಗರು ಎಲ್ಲಾ ಭಾಷೆಗಳನ್ನು ಗೌರವಿಸುತ್ತಾರೆ. ಆದರೆ ಕನ್ನಡದ ಬಗ್ಗೆ ಕೀಳಾಗಿ ಮಾತನಾಡುವುದನ್ನು ಸಹಿಸುವುದಿಲ್ಲ ಎಂದರು. — [186, 1322, 504, 1378]
pourakarmika-headline-line1: ಪೌರ ನೌಕರರ ಬೇಡಿಕೆ ಈಡೇರುವ — [212, 887, 354, 903]
kiru-item2-title: ನಿಜಗುಣ ಶಿವಯೋಗಿಗಳ ಸಾಹಿತ್ಯ ಶ್ರೇಷ್ಠ — [48, 887, 184, 900]
rambhapuri-body-continued: ಮನುಷ್ಯ ಬಿಟ್ಟ ಆಚಾರ ಮತ್ತು ಧರ್ಮ ಸಂಸ್ಕಾರಗಳನ್ನು ಬದಲಾಯಿಸಿಕೊಂಡರೆ ಸಮ್ಮಾನ ಪೂರ್ಣ ಬದುಕು ಸಾಧ್ಯ ಎಂದು ಬಾಳೆಹೊನ್ನೂರು ರಂಭಾಪುರಿ ಪೀಠದ ಶ್ರೀ ವೀರಸೋಮೇಶ್ವರ ಶಿವಾಚಾರ್ಯ ಭಗವತ್ಪಾದರು ಅಭಿಪ್ರಾಯಪಟ್ಟರು. ತಾಲೂಕಿನ ಗ್ರಾಮದಲ್ಲಿ ನಡೆದ ಧರ್ಮ ಜಾಗೃತಿ ಸಮಾರಂಭದ ಸಾನಿಧ್ಯ ವಹಿಸಿ ಆಶೀರ್ವಚನ ನೀಡಿದರು. ಸಂಸ್ಕಾರ ಇಲ್ಲದ ಬದುಕು ಬರಡು. ಮಕ್ಕಳಿಗೆ ಚಿಕ್ಕಂದಿನಲ್ಲೇ ಉತ್ತಮ ಸಂಸ್ಕಾರ ನೀಡಬೇಕು. ಧರ್ಮ ಸಂಸ್ಕೃತಿ ಮನುಷ್ಯನ ಬಾಳಿಗೆ ಬೆಳಕು. ಪರಸ್ಪರ ಪ್ರೀತಿ, ವಿಶ್ವಾಸದಿಂದ ಬಾಳಬೇಕು ಎಂದರು. — [621, 1018, 769, 1092]
finance-body-continued: ಪಾವತಿಸಲಾಗುತ್ತಿದೆ. ಆದರೆ ಬಳಕೆಗಿಂತ ಹೆಚ್ಚಿನ ಬಿಲ್ ಪಾವತಿಸಲಾಗುತ್ತಿರುವುದು ಗಮನಕ್ಕೆ ಬಂದಿದ್ದು, ನಿಖರವಾದ ಮೀಟರ್ ಅಳವಡಿಸಿ ಬಿಲ್ ನೀಡಬೇಕು ಎಂದು ಸೂಚಿಸಿದರು. ಜಿಲ್ಲೆಯ ಎಲ್ಲ ಸ್ಥಳೀಯ ಸಂಸ್ಥೆಗಳು ತಮ್ಮ ಆದಾಯ ಮೂಲಗಳನ್ನು ಹೆಚ್ಚಿಸಿಕೊಳ್ಳುವ ಬಗ್ಗೆ ಕ್ರಿಯಾ ಯೋಜನೆ ರೂಪಿಸಬೇಕು. ಸಭೆಯಲ್ಲಿ ಜಿ.ಪಂ.ಸಿಇಒ, ಆಯೋಗದ ಸದಸ್ಯರು, ವಿವಿಧ ಇಲಾಖೆಗಳ ಅಧಿಕಾರಿಗಳು ಉಪಸ್ಥಿತರಿದ್ದರು. — [365, 600, 510, 656]
health-centre-photo — [220, 156, 598, 296]
issue-date: 03 ಜೂನ್ 2025 — [818, 28, 872, 37]
finger-icon: ☝ — [34, 486, 70, 522]
registration-dots-3 — [594, 1454, 631, 1461]
